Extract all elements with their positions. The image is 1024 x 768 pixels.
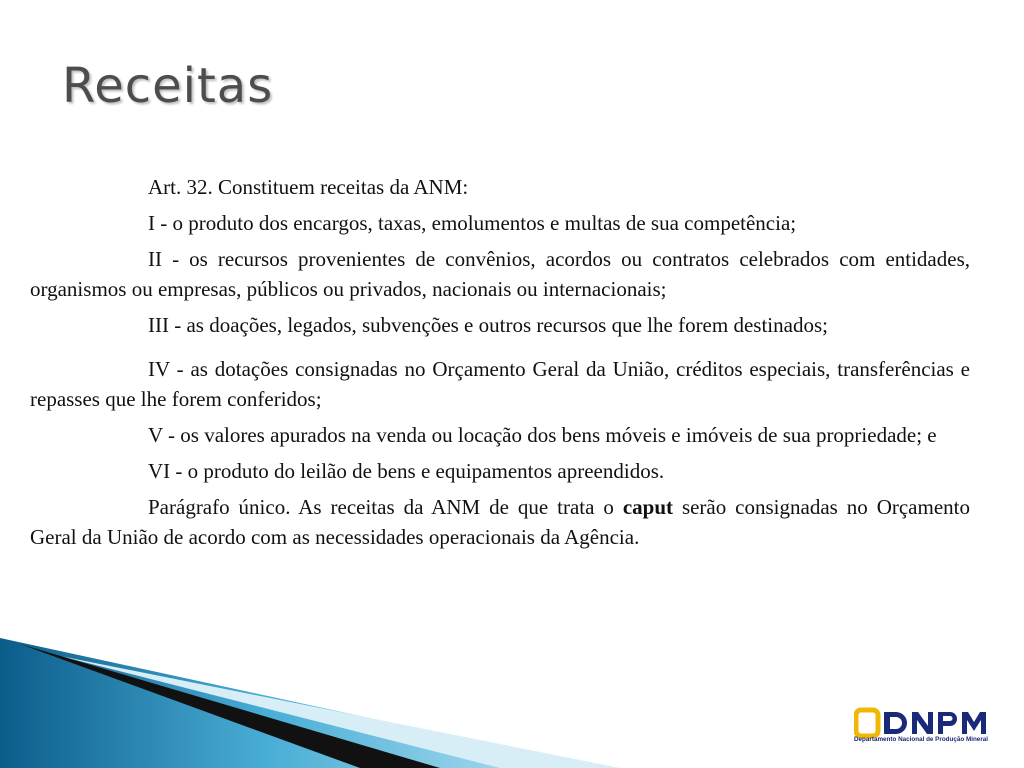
sole-paragraph-end: serão consignadas no Orçamento Geral da União de acordo com as necessidades operacionais da Agência. <box>30 495 970 549</box>
item-iv: IV - as dotações consignadas no Orçamento Geral da União, créditos especiais, transferências e repasses que lhe forem conferidos; <box>30 357 970 411</box>
logo-subtitle: Departamento Nacional de Produção Mineral <box>854 736 989 743</box>
item-ii: II - os recursos provenientes de convênios, acordos ou contratos celebrados com entidades, organismos ou empresas, públicos ou privados, nacionais ou internacionais; <box>30 247 970 301</box>
article-heading: Art. 32. Constituem receitas da ANM: <box>148 175 469 199</box>
law-text-block <box>30 172 970 558</box>
sole-paragraph-start: Parágrafo único. As receitas da ANM de que trata o <box>148 495 623 519</box>
caput-term: caput <box>622 495 673 519</box>
item-v: V - os valores apurados na venda ou locação dos bens móveis e imóveis de sua propriedade; e <box>148 423 937 447</box>
sole-paragraph <box>30 492 970 552</box>
item-iii: III - as doações, legados, subvenções e outros recursos que lhe forem destinados; <box>148 313 828 337</box>
slide-title: Receitas <box>62 58 274 114</box>
decorative-swoosh <box>0 638 1024 768</box>
item-vi: VI - o produto do leilão de bens e equipamentos apreendidos. <box>148 459 665 483</box>
item-i: I - o produto dos encargos, taxas, emolumentos e multas de sua competência; <box>148 211 797 235</box>
